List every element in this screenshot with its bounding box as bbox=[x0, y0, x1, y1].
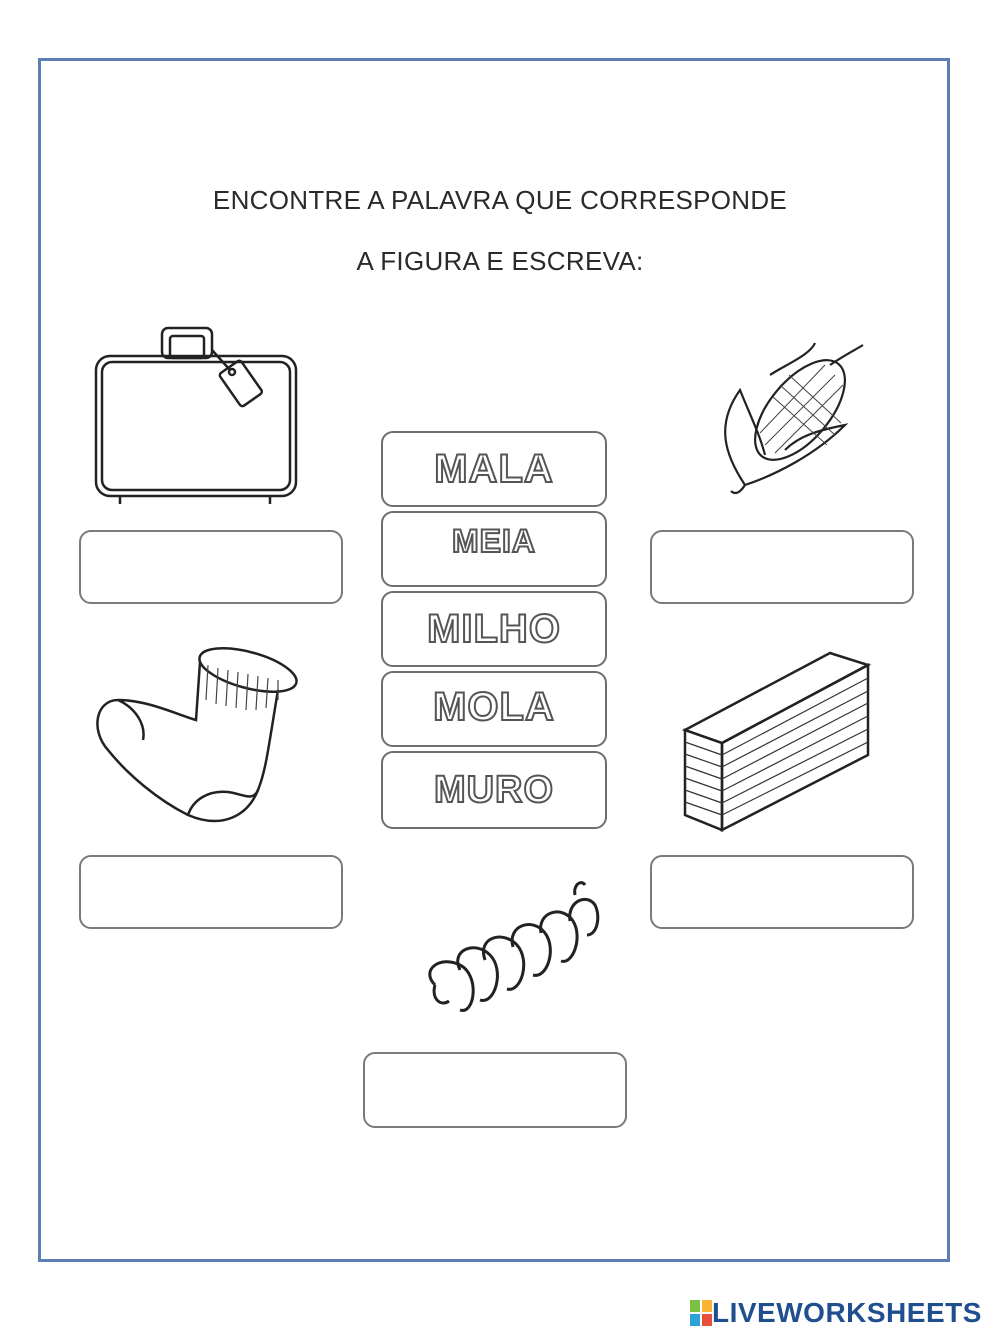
word-muro: MURO bbox=[433, 768, 555, 811]
word-milho: MILHO bbox=[427, 606, 561, 651]
instruction-line-2: A FIGURA E ESCREVA: bbox=[356, 246, 644, 276]
liveworksheets-logo bbox=[690, 1293, 982, 1333]
word-card-milho bbox=[381, 591, 607, 667]
sock-icon bbox=[88, 640, 303, 830]
instruction-line-1: ENCONTRE A PALAVRA QUE CORRESPONDE bbox=[212, 185, 788, 215]
word-card-muro bbox=[381, 751, 607, 829]
word-card-mala bbox=[381, 431, 607, 507]
answer-box-suitcase[interactable] bbox=[79, 530, 343, 604]
spring-icon bbox=[415, 875, 610, 1035]
word-mola: MOLA bbox=[433, 685, 555, 729]
word-meia: MEIA bbox=[452, 523, 536, 559]
answer-box-wall[interactable] bbox=[650, 855, 914, 929]
word-card-meia bbox=[381, 511, 607, 587]
answer-box-spring[interactable] bbox=[363, 1052, 627, 1128]
logo-blocks-icon bbox=[690, 1300, 712, 1326]
word-mala: MALA bbox=[434, 446, 554, 491]
corn-icon bbox=[705, 335, 870, 500]
word-card-mola bbox=[381, 671, 607, 747]
answer-box-sock[interactable] bbox=[79, 855, 343, 929]
answer-box-corn[interactable] bbox=[650, 530, 914, 604]
brand-name: LIVEWORKSHEETS bbox=[712, 1297, 982, 1328]
suitcase-icon bbox=[90, 320, 310, 510]
brick-wall-icon bbox=[680, 645, 875, 835]
